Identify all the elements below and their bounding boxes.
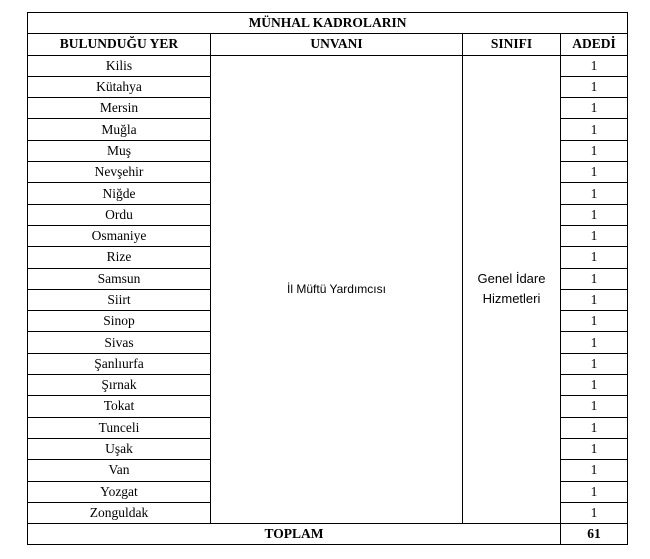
header-location: BULUNDUĞU YER (28, 34, 211, 55)
header-row (28, 34, 628, 55)
row-location: Mersin (28, 98, 211, 119)
row-location: Şırnak (28, 375, 211, 396)
row-location: Kilis (28, 55, 211, 76)
row-location: Sivas (28, 332, 211, 353)
header-count: ADEDİ (561, 34, 628, 55)
row-count: 1 (561, 375, 628, 396)
total-row (28, 524, 628, 545)
row-count: 1 (561, 162, 628, 183)
row-count: 1 (561, 481, 628, 502)
class-line-1: Genel İdare (477, 271, 546, 287)
row-count: 1 (561, 311, 628, 332)
row-count: 1 (561, 119, 628, 140)
row-count: 1 (561, 438, 628, 459)
class-line-2: Hizmetleri (482, 291, 541, 307)
row-location: Zonguldak (28, 502, 211, 523)
row-count: 1 (561, 332, 628, 353)
row-count: 1 (561, 225, 628, 246)
row-location: Siirt (28, 289, 211, 310)
row-count: 1 (561, 289, 628, 310)
row-location: Rize (28, 247, 211, 268)
row-location: Samsun (28, 268, 211, 289)
table-title: MÜNHAL KADROLARIN (28, 13, 628, 34)
row-location: Van (28, 460, 211, 481)
row-count: 1 (561, 417, 628, 438)
row-count: 1 (561, 502, 628, 523)
table-body (28, 55, 628, 545)
row-location: Yozgat (28, 481, 211, 502)
row-count: 1 (561, 98, 628, 119)
row-location: Ordu (28, 204, 211, 225)
row-count: 1 (561, 76, 628, 97)
header-title: UNVANI (211, 34, 463, 55)
row-count: 1 (561, 460, 628, 481)
vacancy-table (27, 12, 628, 545)
total-value: 61 (561, 524, 628, 545)
position-class (463, 55, 561, 524)
row-location: Muş (28, 140, 211, 161)
total-label: TOPLAM (28, 524, 561, 545)
row-location: Şanlıurfa (28, 353, 211, 374)
row-location: Tunceli (28, 417, 211, 438)
row-location: Kütahya (28, 76, 211, 97)
row-count: 1 (561, 183, 628, 204)
row-location: Tokat (28, 396, 211, 417)
row-location: Nevşehir (28, 162, 211, 183)
row-count: 1 (561, 204, 628, 225)
row-location: Muğla (28, 119, 211, 140)
row-location: Osmaniye (28, 225, 211, 246)
row-location: Uşak (28, 438, 211, 459)
row-location: Sinop (28, 311, 211, 332)
row-count: 1 (561, 247, 628, 268)
header-class: SINIFI (463, 34, 561, 55)
row-count: 1 (561, 353, 628, 374)
row-count: 1 (561, 396, 628, 417)
row-count: 1 (561, 55, 628, 76)
row-location: Niğde (28, 183, 211, 204)
row-count: 1 (561, 140, 628, 161)
row-count: 1 (561, 268, 628, 289)
position-title: İl Müftü Yardımcısı (211, 55, 463, 524)
table-row (28, 55, 628, 76)
title-row (28, 13, 628, 34)
